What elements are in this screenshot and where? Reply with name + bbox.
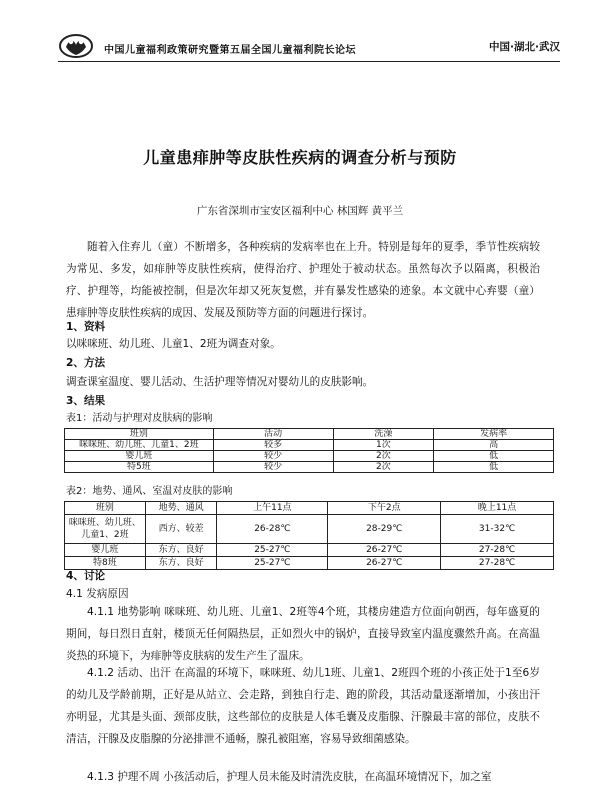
table-cell: 25-27℃ (217, 544, 328, 557)
table-cell: 26-27℃ (328, 544, 441, 557)
table-cell: 26-27℃ (328, 557, 441, 570)
table-header-cell: 班别 (65, 502, 146, 515)
table-cell: 婴儿班 (65, 544, 146, 557)
table-header-row (65, 502, 554, 515)
table-row (65, 440, 554, 451)
table-cell: 2次 (333, 462, 434, 473)
table-header-cell: 洗澡 (333, 429, 434, 440)
intro-paragraph: 随着入住弃儿（童）不断增多，各种疾病的发病率也在上升。特别是每年的夏季，季节性疾病较为常见、多发，如痱肿等皮肤性疾病，使得治疗、护理处于被动状态。虽然每次予以隔离，积极治疗、护理等，均能被控制，但是次年却又死灰复燃，并有暴发性感染的迹象。本文就中心弃婴（童）患痱肿等皮肤性疾病的成因、发展及预防等方面的问题进行探讨。 (66, 241, 540, 319)
section-heading-discussion: 4、讨论 (66, 570, 106, 582)
section-heading-methods: 2、方法 (66, 357, 106, 369)
table-cell: 27-28℃ (441, 544, 554, 557)
table-cell: 高 (434, 440, 554, 451)
table-cell: 较少 (213, 451, 333, 462)
article-title: 儿童患痱肿等皮肤性疾病的调查分析与预防 (143, 148, 457, 167)
table-cell: 2次 (333, 451, 434, 462)
table-cell: 31-32℃ (441, 515, 554, 544)
table-cell: 较少 (213, 462, 333, 473)
conference-emblem-icon (58, 33, 94, 59)
table-cell: 西方、较差 (145, 515, 217, 544)
table-row (65, 544, 554, 557)
table1-caption: 表1：活动与护理对皮肤病的影响 (66, 413, 213, 424)
table-cell: 咪咪班、幼儿班、儿童1、2班 (65, 440, 214, 451)
section-heading-materials: 1、资料 (66, 321, 106, 333)
table-cell: 东方、良好 (145, 544, 217, 557)
table-cell: 27-28℃ (441, 557, 554, 570)
table-header-cell: 班别 (65, 429, 214, 440)
table-cell: 25-27℃ (217, 557, 328, 570)
table-row (65, 557, 554, 570)
table-header-row (65, 429, 554, 440)
table-cell: 咪咪班、幼儿班、儿童1、2班 (65, 515, 146, 544)
table-header-cell: 发病率 (434, 429, 554, 440)
table-cell: 东方、良好 (145, 557, 217, 570)
table-row (65, 515, 554, 544)
table-cell: 低 (434, 451, 554, 462)
table-cell: 26-28℃ (217, 515, 328, 544)
methods-text: 调查课室温度、婴儿活动、生活护理等情况对婴幼儿的皮肤影响。 (66, 376, 374, 388)
author-line: 广东省深圳市宝安区福利中心 林国辉 黄平兰 (196, 205, 404, 217)
section-heading-results: 3、结果 (66, 395, 106, 407)
table-header-cell: 上午11点 (217, 502, 328, 515)
conference-title: 中国儿童福利政策研究暨第五届全国儿童福利院长论坛 (104, 45, 356, 56)
table2 (64, 501, 554, 570)
materials-text: 以咪咪班、幼儿班、儿童1、2班为调查对象。 (66, 338, 281, 350)
table-cell: 1次 (333, 440, 434, 451)
paragraph-4-1-3: 4.1.3 护理不周 小孩活动后，护理人员未能及时清洗皮肤，在高温环境情况下，加之室 (87, 771, 492, 783)
table-cell: 低 (434, 462, 554, 473)
paragraph-4-1-1: 4.1.1 地势影响 咪咪班、幼儿班、儿童1、2班等4个班，其楼房建造方位面向朝西，每年盛夏的期间，每日烈日直射，楼顶无任何隔热层，正如烈火中的锅炉，直接导致室内温度骤然升高。在高温炎热的环境下，为痱肿等皮肤病的发生产生了温床。 (66, 606, 540, 662)
table-row (65, 451, 554, 462)
running-header (58, 33, 560, 62)
table-row (65, 462, 554, 473)
table-cell: 较多 (213, 440, 333, 451)
table-header-cell: 活动 (213, 429, 333, 440)
table-header-cell: 晚上11点 (441, 502, 554, 515)
table-header-cell: 下午2点 (328, 502, 441, 515)
paragraph-4-1-2: 4.1.2 活动、出汗 在高温的环境下，咪咪班、幼儿1班、儿童1、2班四个班的小孩正处于1至6岁的幼儿及学龄前期，正好是从站立、会走路，到独自行走、跑的阶段，其活动量逐渐增加，小孩出汗亦明显，尤其是头面、颈部皮肤，这些部位的皮肤是人体毛囊及皮脂腺、汗腺最丰富的部位，皮肤不清洁，汗腺及皮脂腺的分泌排泄不通畅，腺孔被阻塞，容易导致细菌感染。 (66, 667, 540, 745)
table-header-cell: 地势、通风 (145, 502, 217, 515)
table-cell: 特8班 (65, 557, 146, 570)
table1 (64, 428, 554, 473)
conference-location: 中国·湖北·武汉 (489, 41, 560, 53)
table2-caption: 表2：地势、通风、室温对皮肤的影响 (66, 486, 233, 497)
subsection-heading-causes: 4.1 发病原因 (66, 588, 129, 600)
table-cell: 28-29℃ (328, 515, 441, 544)
table-cell: 特5班 (65, 462, 214, 473)
table-cell: 婴儿班 (65, 451, 214, 462)
